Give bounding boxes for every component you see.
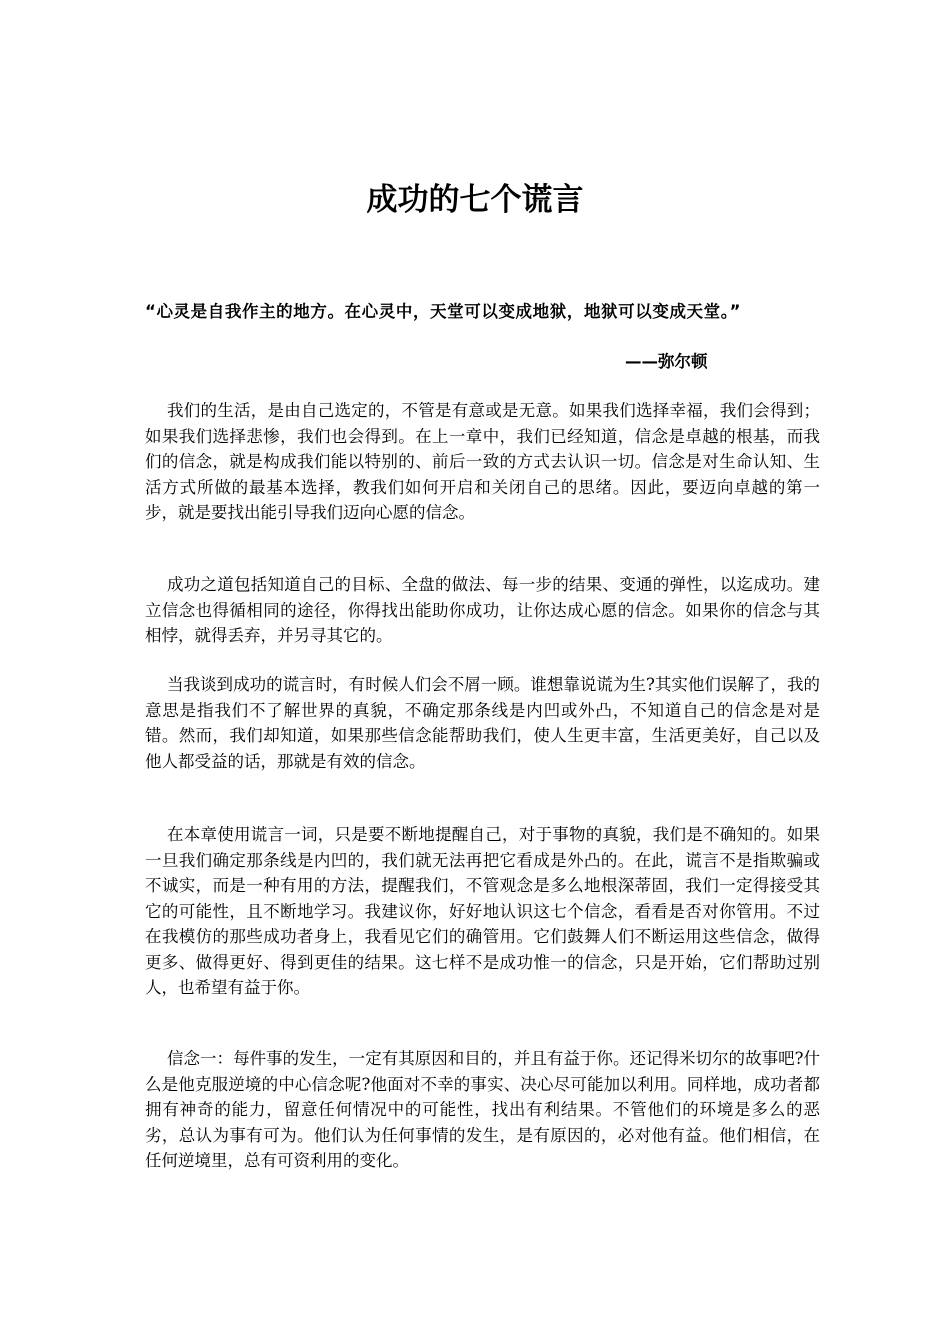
body-paragraph-4: 在本章使用谎言一词，只是要不断地提醒自己，对于事物的真貌，我们是不确知的。如果一旦我们确定那条线是内凹的，我们就无法再把它看成是外凸的。在此，谎言不是指欺骗或不诚实，而是一种有用的方法，提醒我们，不管观念是多么地根深蒂固，我们一定得接受其它的可能性，且不断地学习。我建议你，好好地认识这七个信念，看看是否对你管用。不过在我模仿的那些成功者身上，我看见它们的确管用。它们鼓舞人们不断运用这些信念，做得更多、做得更好、得到更佳的结果。这七样不是成功惟一的信念，只是开始，它们帮助过别人，也希望有益于你。 bbox=[145, 825, 820, 997]
body-paragraph-2: 成功之道包括知道自己的目标、全盘的做法、每一步的结果、变通的弹性，以迄成功。建立信念也得循相同的途径，你得找出能助你成功，让你达成心愿的信念。如果你的信念与其相悖，就得丢弃，并另寻其它的。 bbox=[145, 575, 820, 645]
epigraph-quote: “心灵是自我作主的地方。在心灵中，天堂可以变成地狱，地狱可以变成天堂。” bbox=[145, 302, 742, 321]
body-paragraph-1: 我们的生活，是由自己选定的，不管是有意或是无意。如果我们选择幸福，我们会得到；如果我们选择悲惨，我们也会得到。在上一章中，我们已经知道，信念是卓越的根基，而我们的信念，就是构成我们能以特别的、前后一致的方式去认识一切。信念是对生命认知、生活方式所做的最基本选择，教我们如何开启和关闭自己的思绪。因此，要迈向卓越的第一步，就是要找出能引导我们迈向心愿的信念。 bbox=[145, 401, 820, 522]
body-paragraph-3: 当我谈到成功的谎言时，有时候人们会不屑一顾。谁想靠说谎为生?其实他们误解了，我的意思是指我们不了解世界的真貌，不确定那条线是内凹或外凸，不知道自己的信念是对是错。然而，我们却知道，如果那些信念能帮助我们，使人生更丰富，生活更美好，自己以及他人都受益的话，那就是有效的信念。 bbox=[145, 675, 820, 771]
document-title: 成功的七个谎言 bbox=[366, 182, 584, 218]
body-paragraph-5: 信念一：每件事的发生，一定有其原因和目的，并且有益于你。还记得米切尔的故事吧?什么是他克服逆境的中心信念呢?他面对不幸的事实、决心尽可能加以利用。同样地，成功者都拥有神奇的能力，留意任何情况中的可能性，找出有利结果。不管他们的环境是多么的恶劣，总认为事有可为。他们认为任何事情的发生，是有原因的，必对他有益。他们相信，在任何逆境里，总有可资利用的变化。 bbox=[145, 1049, 820, 1170]
epigraph-attribution: ——弥尔顿 bbox=[625, 352, 708, 371]
